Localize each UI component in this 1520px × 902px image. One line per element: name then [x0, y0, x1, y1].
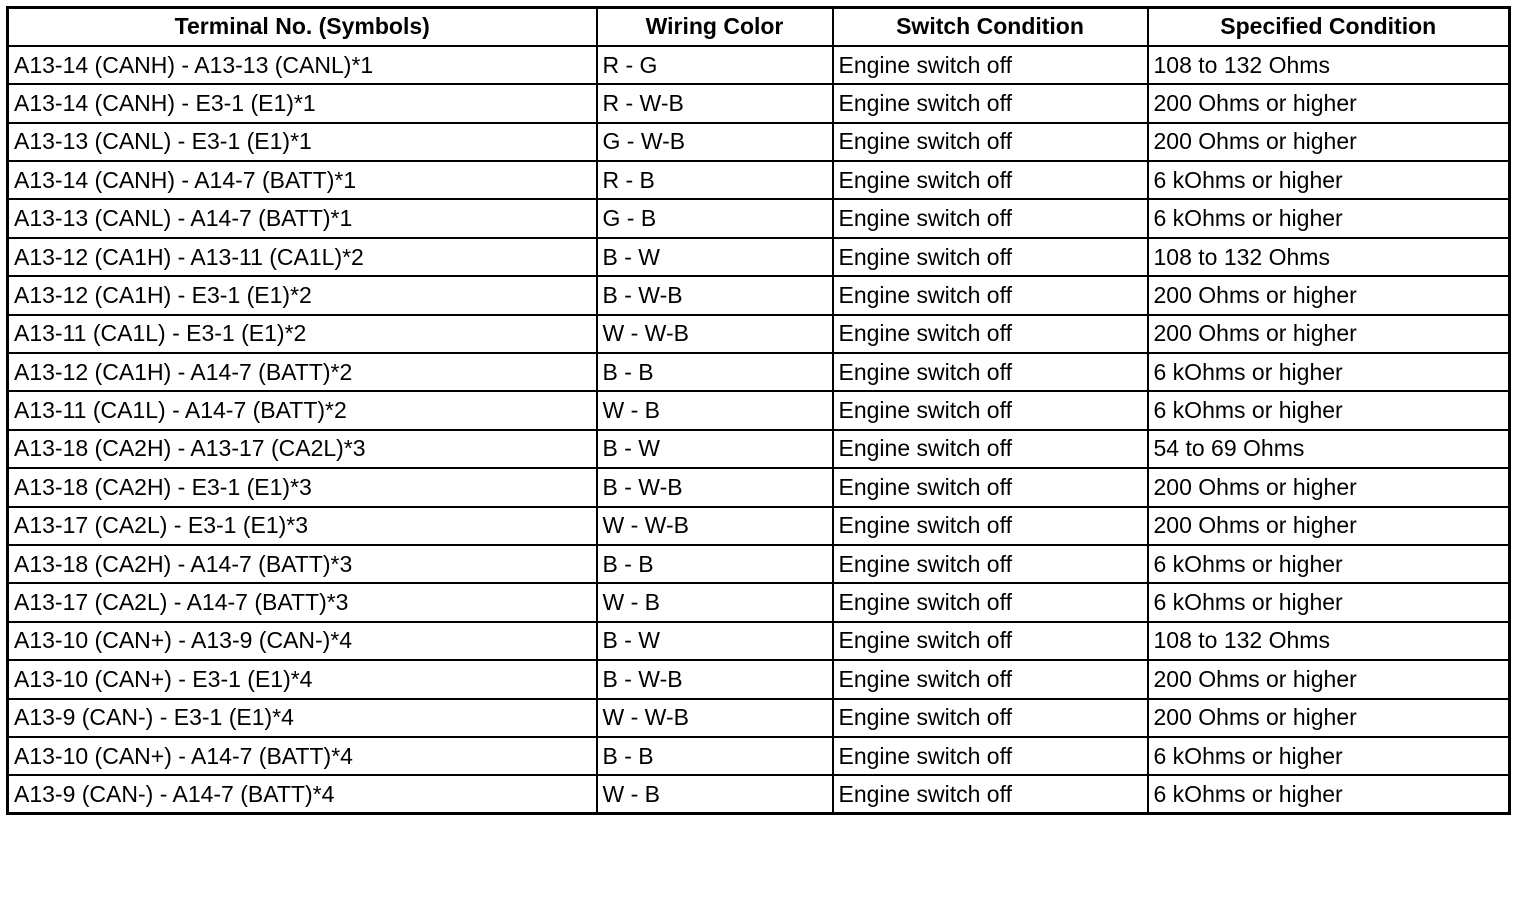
table-row	[8, 622, 1510, 660]
specified-condition-cell: 200 Ohms or higher	[1148, 699, 1510, 737]
switch-condition-cell: Engine switch off	[833, 699, 1148, 737]
header-row	[8, 8, 1510, 46]
wiring-color-cell: W - B	[597, 391, 833, 429]
wiring-color-cell: B - W	[597, 238, 833, 276]
terminal-cell: A13-10 (CAN+) - A14-7 (BATT)*4	[8, 737, 597, 775]
table-row	[8, 737, 1510, 775]
table-row	[8, 583, 1510, 621]
table-row	[8, 507, 1510, 545]
switch-condition-cell: Engine switch off	[833, 199, 1148, 237]
wiring-color-cell: B - B	[597, 545, 833, 583]
terminal-cell: A13-9 (CAN-) - E3-1 (E1)*4	[8, 699, 597, 737]
table-row	[8, 238, 1510, 276]
wiring-color-cell: G - B	[597, 199, 833, 237]
wiring-color-cell: W - B	[597, 583, 833, 621]
terminal-cell: A13-18 (CA2H) - A14-7 (BATT)*3	[8, 545, 597, 583]
wiring-color-cell: B - W-B	[597, 660, 833, 698]
table-row	[8, 353, 1510, 391]
switch-condition-cell: Engine switch off	[833, 775, 1148, 813]
terminal-cell: A13-13 (CANL) - E3-1 (E1)*1	[8, 123, 597, 161]
specified-condition-cell: 200 Ohms or higher	[1148, 315, 1510, 353]
specified-condition-cell: 108 to 132 Ohms	[1148, 238, 1510, 276]
switch-condition-cell: Engine switch off	[833, 315, 1148, 353]
terminal-cell: A13-10 (CAN+) - E3-1 (E1)*4	[8, 660, 597, 698]
table-row	[8, 545, 1510, 583]
wiring-color-cell: B - B	[597, 353, 833, 391]
switch-condition-cell: Engine switch off	[833, 238, 1148, 276]
switch-condition-cell: Engine switch off	[833, 622, 1148, 660]
specified-condition-cell: 200 Ohms or higher	[1148, 123, 1510, 161]
wiring-color-cell: B - W	[597, 430, 833, 468]
switch-condition-cell: Engine switch off	[833, 545, 1148, 583]
table-row	[8, 660, 1510, 698]
terminal-cell: A13-18 (CA2H) - A13-17 (CA2L)*3	[8, 430, 597, 468]
terminal-cell: A13-11 (CA1L) - E3-1 (E1)*2	[8, 315, 597, 353]
specified-condition-cell: 6 kOhms or higher	[1148, 583, 1510, 621]
switch-condition-cell: Engine switch off	[833, 46, 1148, 84]
table-row	[8, 46, 1510, 84]
terminal-cell: A13-11 (CA1L) - A14-7 (BATT)*2	[8, 391, 597, 429]
terminal-cell: A13-14 (CANH) - A14-7 (BATT)*1	[8, 161, 597, 199]
wiring-color-cell: B - W-B	[597, 276, 833, 314]
header-terminal-no: Terminal No. (Symbols)	[8, 8, 597, 46]
wiring-color-cell: R - W-B	[597, 84, 833, 122]
wiring-color-cell: R - G	[597, 46, 833, 84]
terminal-cell: A13-18 (CA2H) - E3-1 (E1)*3	[8, 468, 597, 506]
switch-condition-cell: Engine switch off	[833, 276, 1148, 314]
switch-condition-cell: Engine switch off	[833, 430, 1148, 468]
specified-condition-cell: 200 Ohms or higher	[1148, 507, 1510, 545]
specified-condition-cell: 6 kOhms or higher	[1148, 775, 1510, 813]
specified-condition-cell: 6 kOhms or higher	[1148, 353, 1510, 391]
terminal-cell: A13-12 (CA1H) - A14-7 (BATT)*2	[8, 353, 597, 391]
switch-condition-cell: Engine switch off	[833, 468, 1148, 506]
table-row	[8, 199, 1510, 237]
specified-condition-cell: 108 to 132 Ohms	[1148, 622, 1510, 660]
wiring-color-cell: B - W-B	[597, 468, 833, 506]
specified-condition-cell: 6 kOhms or higher	[1148, 199, 1510, 237]
specified-condition-cell: 200 Ohms or higher	[1148, 84, 1510, 122]
specified-condition-cell: 6 kOhms or higher	[1148, 737, 1510, 775]
header-switch-condition: Switch Condition	[833, 8, 1148, 46]
specified-condition-cell: 6 kOhms or higher	[1148, 545, 1510, 583]
terminal-cell: A13-17 (CA2L) - A14-7 (BATT)*3	[8, 583, 597, 621]
switch-condition-cell: Engine switch off	[833, 123, 1148, 161]
switch-condition-cell: Engine switch off	[833, 507, 1148, 545]
switch-condition-cell: Engine switch off	[833, 353, 1148, 391]
table-row	[8, 123, 1510, 161]
terminal-cell: A13-10 (CAN+) - A13-9 (CAN-)*4	[8, 622, 597, 660]
table-row	[8, 699, 1510, 737]
switch-condition-cell: Engine switch off	[833, 161, 1148, 199]
specified-condition-cell: 108 to 132 Ohms	[1148, 46, 1510, 84]
switch-condition-cell: Engine switch off	[833, 391, 1148, 429]
table-row	[8, 775, 1510, 813]
switch-condition-cell: Engine switch off	[833, 737, 1148, 775]
switch-condition-cell: Engine switch off	[833, 660, 1148, 698]
specified-condition-cell: 200 Ohms or higher	[1148, 660, 1510, 698]
terminal-cell: A13-12 (CA1H) - E3-1 (E1)*2	[8, 276, 597, 314]
switch-condition-cell: Engine switch off	[833, 84, 1148, 122]
table-row	[8, 391, 1510, 429]
wiring-color-cell: R - B	[597, 161, 833, 199]
table-row	[8, 468, 1510, 506]
wiring-color-cell: W - W-B	[597, 315, 833, 353]
specified-condition-cell: 200 Ohms or higher	[1148, 468, 1510, 506]
resistance-spec-table	[6, 6, 1511, 815]
terminal-cell: A13-14 (CANH) - A13-13 (CANL)*1	[8, 46, 597, 84]
terminal-cell: A13-14 (CANH) - E3-1 (E1)*1	[8, 84, 597, 122]
terminal-cell: A13-17 (CA2L) - E3-1 (E1)*3	[8, 507, 597, 545]
wiring-color-cell: W - W-B	[597, 699, 833, 737]
table-row	[8, 161, 1510, 199]
specified-condition-cell: 200 Ohms or higher	[1148, 276, 1510, 314]
terminal-cell: A13-12 (CA1H) - A13-11 (CA1L)*2	[8, 238, 597, 276]
terminal-cell: A13-13 (CANL) - A14-7 (BATT)*1	[8, 199, 597, 237]
table-row	[8, 315, 1510, 353]
table-body	[8, 46, 1510, 814]
table-row	[8, 430, 1510, 468]
specified-condition-cell: 6 kOhms or higher	[1148, 391, 1510, 429]
header-specified-condition: Specified Condition	[1148, 8, 1510, 46]
wiring-color-cell: B - W	[597, 622, 833, 660]
table-row	[8, 276, 1510, 314]
switch-condition-cell: Engine switch off	[833, 583, 1148, 621]
header-wiring-color: Wiring Color	[597, 8, 833, 46]
wiring-color-cell: W - W-B	[597, 507, 833, 545]
specified-condition-cell: 6 kOhms or higher	[1148, 161, 1510, 199]
terminal-cell: A13-9 (CAN-) - A14-7 (BATT)*4	[8, 775, 597, 813]
wiring-color-cell: W - B	[597, 775, 833, 813]
specified-condition-cell: 54 to 69 Ohms	[1148, 430, 1510, 468]
wiring-color-cell: B - B	[597, 737, 833, 775]
table-row	[8, 84, 1510, 122]
wiring-color-cell: G - W-B	[597, 123, 833, 161]
